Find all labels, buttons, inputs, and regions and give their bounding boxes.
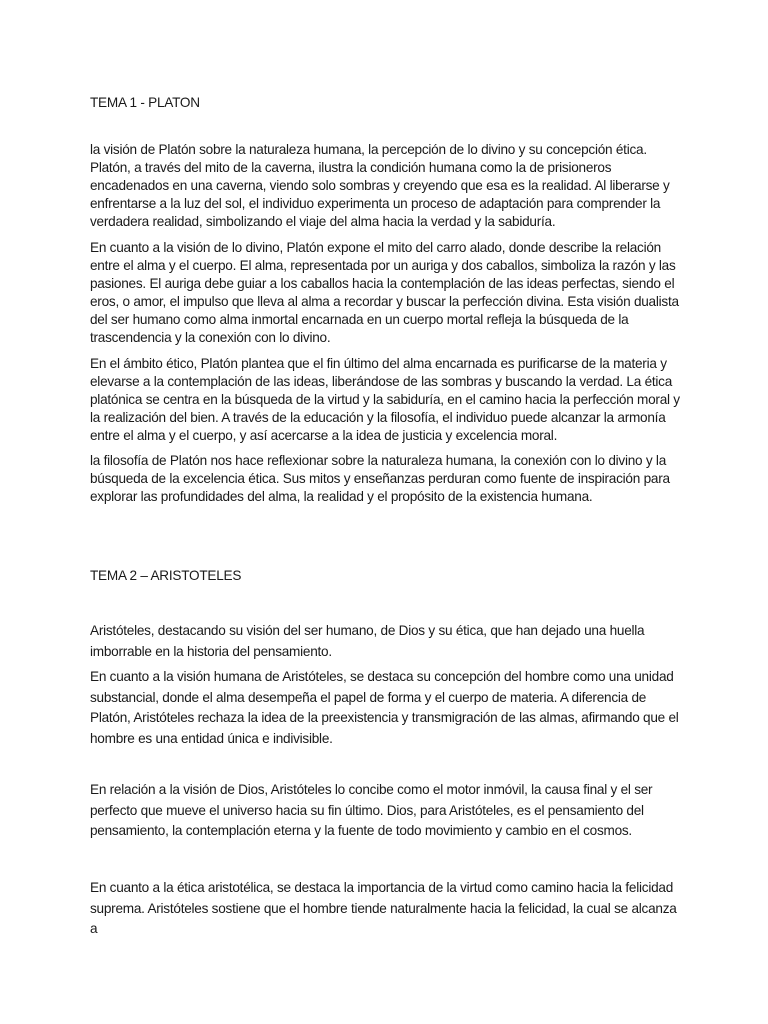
paragraph: Aristóteles, destacando su visión del ser humano, de Dios y su ética, que han dejado una huella imborrable en la historia del pensamiento.: [90, 623, 645, 659]
paragraph: la visión de Platón sobre la naturaleza humana, la percepción de lo divino y su concepción ética. Platón, a través del mito de la caverna, ilustra la condición humana como la de prisioneros encadenados en una caverna, viendo solo sombras y creyendo que esa es la realidad. Al liberarse y enfrentarse a la luz del sol, el individuo experimenta un proceso de adaptación para comprender la verdadera realidad, simbolizando el viaje del alma hacia la verdad y la sabiduría.: [90, 142, 670, 230]
paragraph: En cuanto a la visión humana de Aristóteles, se destaca su concepción del hombre como una unidad substancial, donde el alma desempeña el papel de forma y el cuerpo de materia. A diferencia de Platón, Aristóteles rechaza la idea de la preexistencia y transmigración de las almas, afirmando que el hombre es una entidad única e indivisible.: [90, 669, 679, 747]
paragraph: En el ámbito ético, Platón plantea que el fin último del alma encarnada es purificarse de la materia y elevarse a la contemplación de las ideas, liberándose de las sombras y buscando la verdad. La ética platónica se centra en la búsqueda de la virtud y la sabiduría, en el camino hacia la perfección moral y la realización del bien. A través de la educación y la filosofía, el individuo puede alcanzar la armonía entre el alma y el cuerpo, y así acercarse a la idea de justicia y excelencia moral.: [90, 356, 680, 444]
section-heading-platon: TEMA 1 - PLATON: [90, 95, 200, 110]
paragraph: la filosofía de Platón nos hace reflexionar sobre la naturaleza humana, la conexión con lo divino y la búsqueda de la excelencia ética. Sus mitos y enseñanzas perduran como fuente de inspiración para explorar las profundidades del alma, la realidad y el propósito de la existencia humana.: [90, 453, 670, 505]
paragraph: En cuanto a la ética aristotélica, se destaca la importancia de la virtud como camino hacia la felicidad suprema. Aristóteles sostiene que el hombre tiende naturalmente hacia la felicidad, la cual se alcanza a: [90, 880, 677, 937]
section-heading-aristoteles: TEMA 2 – ARISTOTELES: [90, 568, 242, 583]
paragraph: En relación a la visión de Dios, Aristóteles lo concibe como el motor inmóvil, la causa final y el ser perfecto que mueve el universo hacia su fin último. Dios, para Aristóteles, es el pensamiento del pensamiento, la contemplación eterna y la fuente de todo movimiento y cambio en el cosmos.: [90, 782, 653, 839]
paragraph: En cuanto a la visión de lo divino, Platón expone el mito del carro alado, donde describe la relación entre el alma y el cuerpo. El alma, representada por un auriga y dos caballos, simboliza la razón y las pasiones. El auriga debe guiar a los caballos hacia la contemplación de las ideas perfectas, siendo el eros, o amor, el impulso que lleva al alma a recordar y buscar la perfección divina. Esta visión dualista del ser humano como alma inmortal encarnada en un cuerpo mortal refleja la búsqueda de la trascendencia y la conexión con lo divino.: [90, 240, 679, 346]
